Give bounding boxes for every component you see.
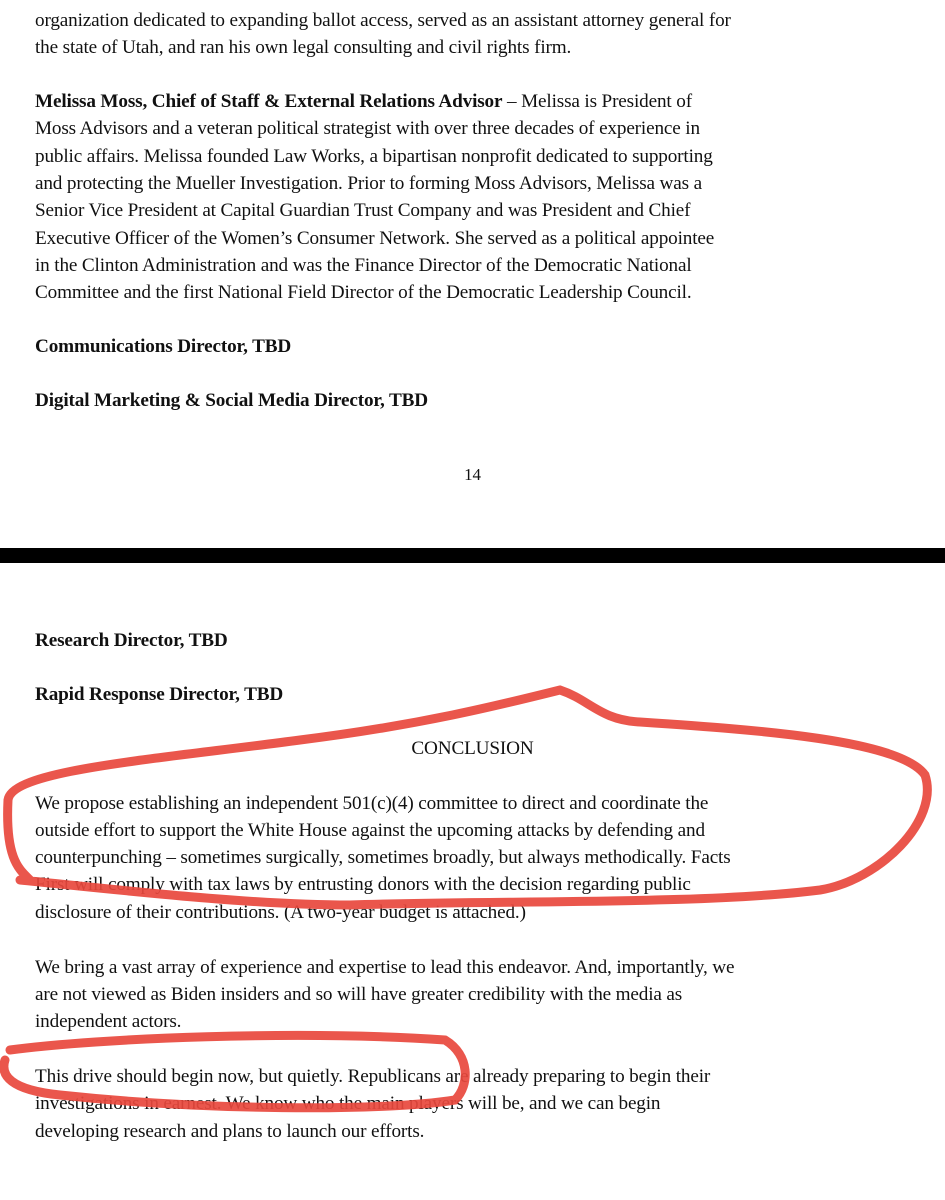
rapid-response-director-heading: Rapid Response Director, TBD — [35, 684, 284, 705]
conclusion-line: First will comply with tax laws by entrusting donors with the decision regarding public — [35, 874, 691, 895]
melissa-bio-line: Senior Vice President at Capital Guardian Trust Company and was President and Chief — [35, 200, 691, 221]
melissa-bio-line: Executive Officer of the Women’s Consumer Network. She served as a political appointee — [35, 228, 715, 249]
body-text-line: organization dedicated to expanding ballot access, served as an assistant attorney general for — [35, 10, 731, 31]
conclusion-line: counterpunching – sometimes surgically, sometimes broadly, but always methodically. Facts — [35, 847, 731, 868]
melissa-bio-line: Moss Advisors and a veteran political strategist with over three decades of experience in — [35, 118, 700, 139]
drive-line: investigations in earnest. We know who the main players will be, and we can begin — [35, 1093, 661, 1114]
research-director-heading: Research Director, TBD — [35, 630, 228, 651]
communications-director-heading: Communications Director, TBD — [35, 336, 292, 357]
experience-line: independent actors. — [35, 1011, 182, 1032]
digital-director-heading: Digital Marketing & Social Media Director, TBD — [35, 390, 428, 411]
conclusion-line: We propose establishing an independent 501(c)(4) committee to direct and coordinate the — [35, 793, 709, 814]
conclusion-title: CONCLUSION — [411, 738, 534, 759]
melissa-bio-line: public affairs. Melissa founded Law Works, a bipartisan nonprofit dedicated to supporting — [35, 146, 713, 167]
melissa-bio-line: in the Clinton Administration and was the Finance Director of the Democratic National — [35, 255, 692, 276]
experience-line: are not viewed as Biden insiders and so will have greater credibility with the media as — [35, 984, 683, 1005]
melissa-heading: Melissa Moss, Chief of Staff & External Relations Advisor — [35, 91, 503, 112]
melissa-bio-line — [35, 88, 692, 115]
melissa-bio-line: Committee and the first National Field Director of the Democratic Leadership Council. — [35, 282, 692, 303]
conclusion-line: outside effort to support the White House against the upcoming attacks by defending and — [35, 820, 705, 841]
page-number: 14 — [464, 465, 481, 484]
body-text-line: the state of Utah, and ran his own legal consulting and civil rights firm. — [35, 37, 572, 58]
melissa-bio-start: – Melissa is President of — [502, 91, 692, 112]
experience-line: We bring a vast array of experience and expertise to lead this endeavor. And, importantly, we — [35, 957, 735, 978]
drive-line: This drive should begin now, but quietly. Republicans are already preparing to begin their — [35, 1066, 711, 1087]
drive-line: developing research and plans to launch our efforts. — [35, 1121, 425, 1142]
conclusion-line: disclosure of their contributions. (A two-year budget is attached.) — [35, 902, 526, 923]
melissa-bio-line: and protecting the Mueller Investigation. Prior to forming Moss Advisors, Melissa was a — [35, 173, 702, 194]
page-divider — [0, 548, 945, 563]
